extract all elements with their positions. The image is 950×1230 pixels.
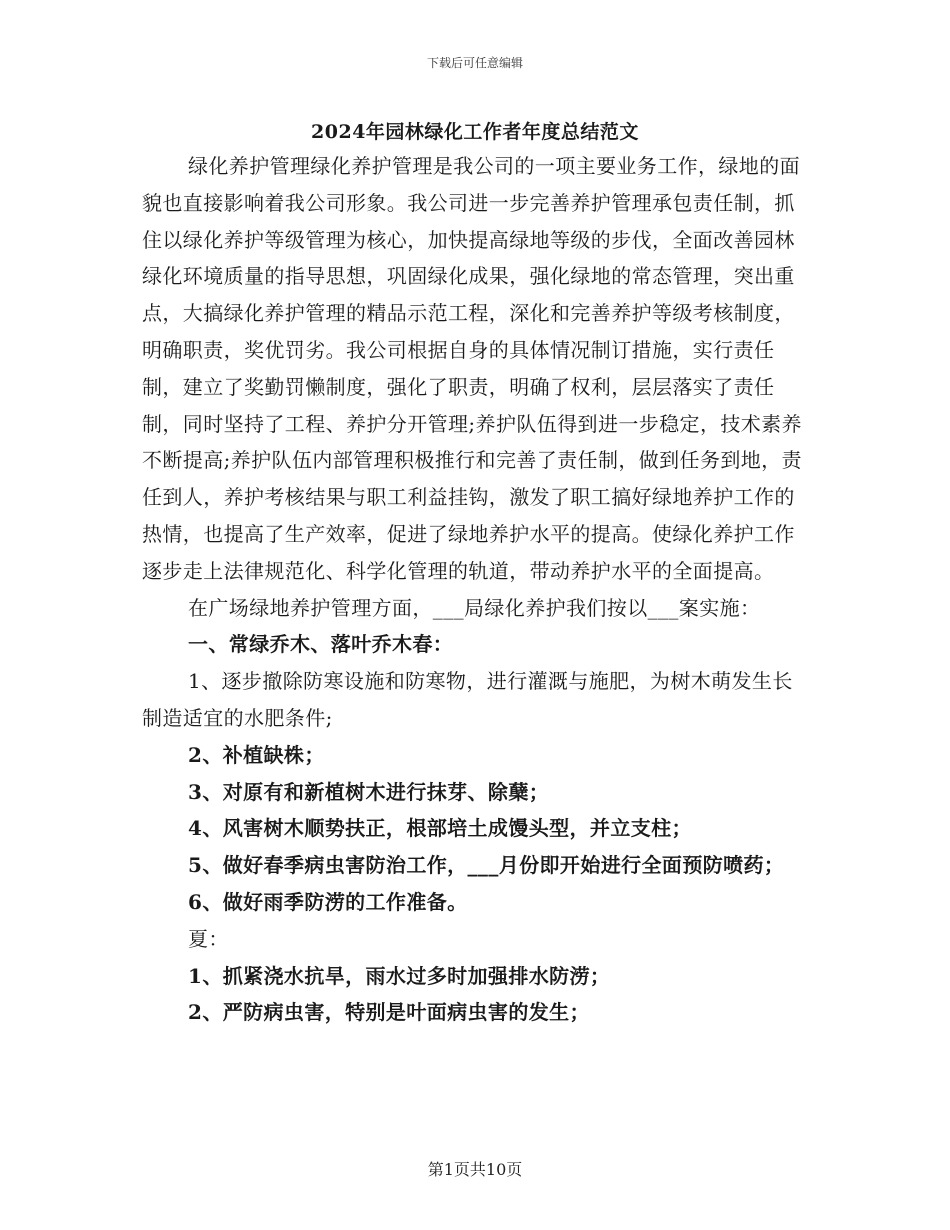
spring-item-2: 2、补植缺株； bbox=[188, 742, 325, 767]
spring-item-3: 3、对原有和新植树木进行抹芽、除蘖； bbox=[188, 779, 550, 804]
document-body bbox=[142, 148, 810, 1031]
spring-item-1: 1、逐步撤除防寒设施和防寒物，进行灌溉与施肥，为树木萌发生长制造适宜的水肥条件; bbox=[142, 669, 793, 730]
spring-item-6: 6、做好雨季防涝的工作准备。 bbox=[188, 889, 468, 914]
intro-paragraph: 绿化养护管理绿化养护管理是我公司的一项主要业务工作，绿地的面貌也直接影响着我公司形象。我公司进一步完善养护管理承包责任制，抓住以绿化养护等级管理为核心，加快提高绿地等级的步伐，全面改善园林绿化环境质量的指导思想，巩固绿化成果，强化绿地的常态管理，突出重点，大搞绿化养护管理的精品示范工程，深化和完善养护等级考核制度，明确职责，奖优罚劣。我公司根据自身的具体情况制订措施，实行责任制，建立了奖勤罚懒制度，强化了职责，明确了权利，层层落实了责任制，同时坚持了工程、养护分开管理;养护队伍得到进一步稳定，技术素养不断提高;养护队伍内部管理积极推行和完善了责任制，做到任务到地，责任到人，养护考核结果与职工利益挂钩，激发了职工搞好绿地养护工作的热情，也提高了生产效率，促进了绿地养护水平的提高。使绿化养护工作逐步走上法律规范化、科学化管理的轨道，带动养护水平的全面提高。 bbox=[142, 154, 802, 583]
page-footer: 第1页共10页 bbox=[427, 1160, 523, 1179]
summer-heading: 夏： bbox=[188, 926, 229, 951]
header-note: 下载后可任意编辑 bbox=[426, 56, 523, 70]
spring-item-5: 5、做好春季病虫害防治工作，___月份即开始进行全面预防喷药； bbox=[188, 853, 785, 878]
spring-item-4: 4、风害树木顺势扶正，根部培土成馒头型，并立支柱； bbox=[188, 816, 692, 841]
summer-item-2: 2、严防病虫害，特别是叶面病虫害的发生； bbox=[188, 1000, 590, 1025]
summer-item-1: 1、抓紧浇水抗旱，雨水过多时加强排水防涝； bbox=[188, 963, 611, 988]
document-title: 2024年园林绿化工作者年度总结范文 bbox=[311, 121, 639, 143]
section-heading: 一、常绿乔木、落叶乔木春： bbox=[188, 632, 454, 657]
plaza-paragraph: 在广场绿地养护管理方面，___局绿化养护我们按以___案实施： bbox=[188, 595, 761, 620]
